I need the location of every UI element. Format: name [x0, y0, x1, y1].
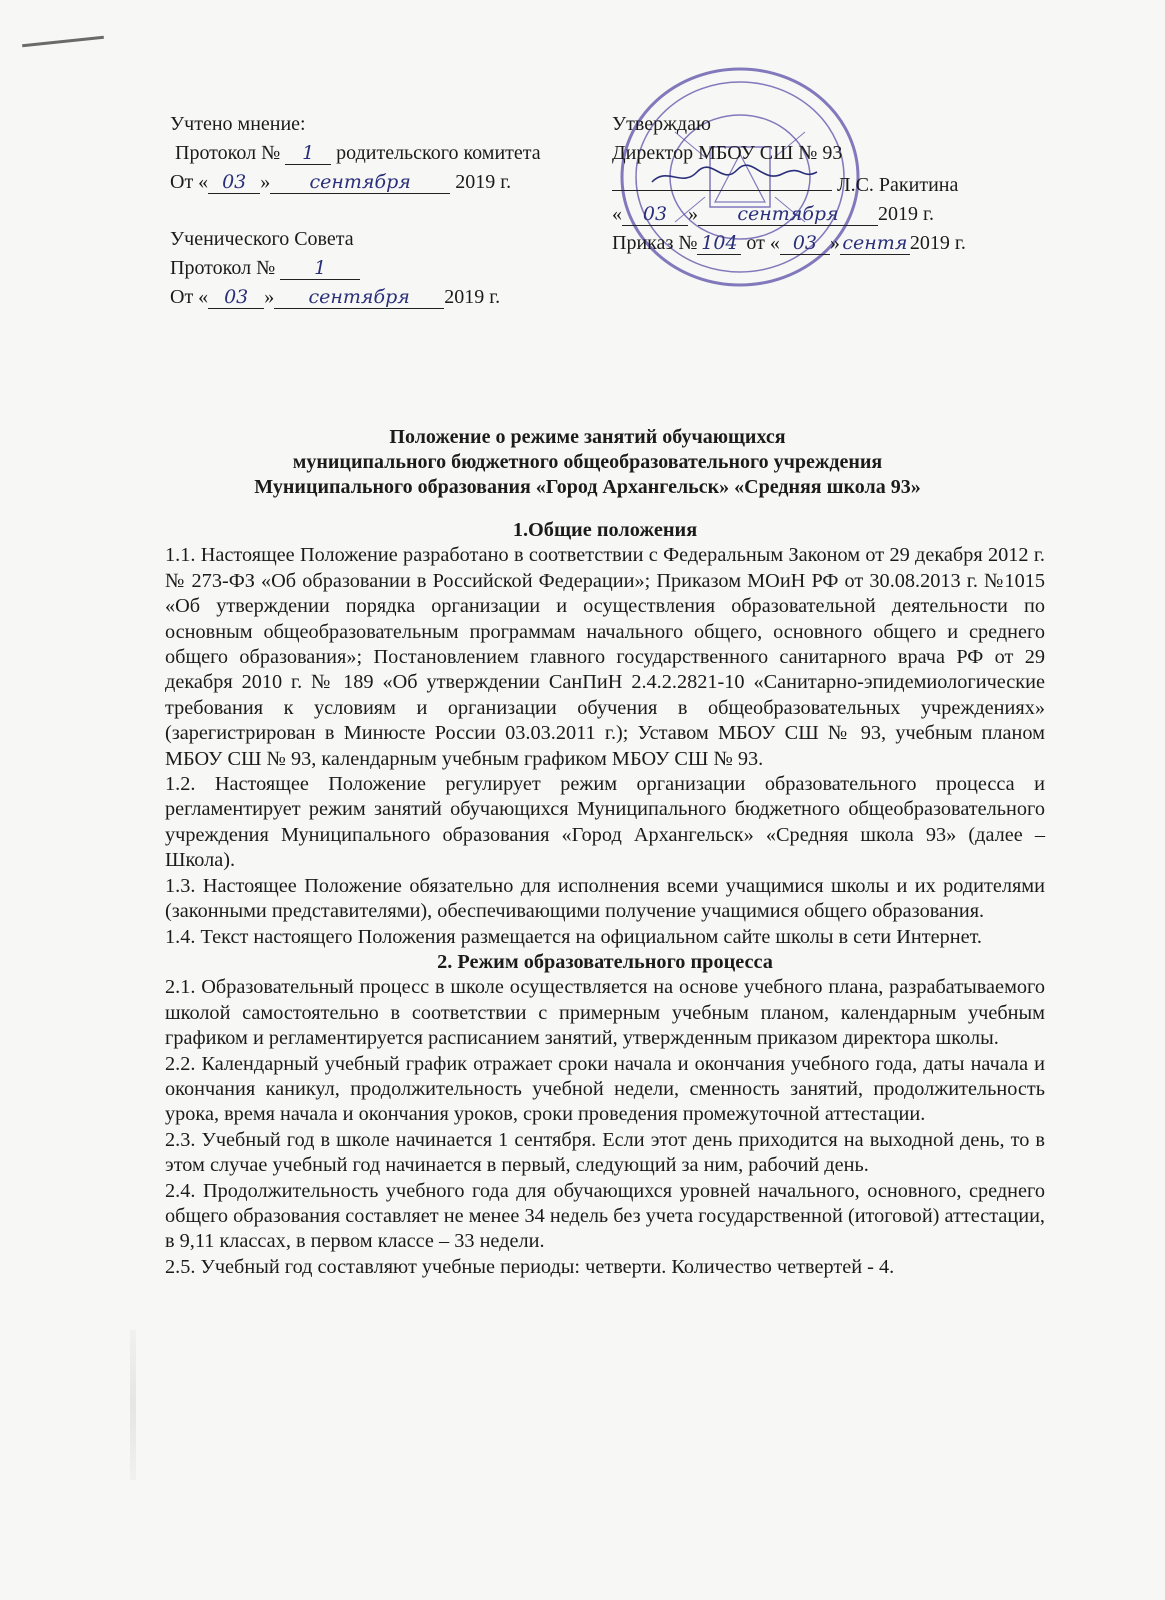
header-label: Учтено мнение: [170, 113, 306, 135]
handwritten-protocol-number: 1 [285, 142, 331, 165]
handwritten-protocol-number: 1 [280, 257, 360, 280]
order-line: Приказ № 104 от « 03 » сентя 2019 г. [612, 232, 966, 254]
document-body [165, 518, 1045, 1280]
handwritten-month: сентя [840, 232, 910, 255]
paragraph-2-3: 2.3. Учебный год в школе начинается 1 сентября. Если этот день приходится на выходной день, то в этом случае учебный год начинается в первый, следующий за ним, рабочий день. [165, 1128, 1045, 1177]
paragraph-1-2: 1.2. Настоящее Положение регулирует режим организации образовательного процесса и регламентирует режим занятий обучающихся Муниципального бюджетного общеобразовательного учреждения Муниципального образования «Город Архангельск» «Средняя школа 93» (далее – Школа). [165, 773, 1045, 872]
scan-mark [22, 36, 104, 48]
handwritten-day: 03 [780, 232, 830, 255]
signature-scribble-icon [612, 164, 832, 188]
paragraph-2-2: 2.2. Календарный учебный график отражает сроки начала и окончания учебного года, даты начала и окончания каникул, продолжительность учебной недели, сменность занятий, продолжительность урока, время начала и окончания уроков, сроки проведения промежуточной аттестации. [165, 1052, 1045, 1126]
approval-director [612, 110, 1012, 258]
section-2-heading: 2. Режим образовательного процесса [437, 950, 773, 973]
title-line-2: муниципального бюджетного общеобразовательного учреждения [292, 451, 883, 473]
section-1-heading: 1.Общие положения [512, 519, 698, 541]
paragraph-1-3: 1.3. Настоящее Положение обязательно для исполнения всеми учащимися школы и их родителями (законными представителями), обеспечивающими получение учащимися общего образования. [165, 874, 1045, 923]
paragraph-2-4: 2.4. Продолжительность учебного года для обучающихся уровней начального, основного, среднего общего образования составляет не менее 34 недель без учета государственной (итоговой) аттестации, в 9,11 классах, в первом классе – 33 недели. [165, 1179, 1045, 1253]
student-council-label: Ученического Совета [170, 228, 354, 250]
signature-line [612, 168, 1012, 200]
title-line-3: Муниципального образования «Город Архангельск» «Средняя школа 93» [254, 476, 921, 498]
handwritten-order-number: 104 [697, 232, 741, 255]
paragraph-1-1: 1.1. Настоящее Положение разработано в соответствии с Федеральным Законом от 29 декабря 2012 г. № 273-ФЗ «Об образовании в Российской Федерации»; Приказом МОиН РФ от 30.08.2013 г. №1015 «Об утверждении порядка организации и осуществления образовательной деятельности по основным общеобразовательным программам начального общего, основного общего и среднего общего образования»; Постановлением главного государственного санитарного врача РФ от 29 декабря 2010 г. № 189 «Об утверждении СанПиН 2.4.2.2821-10 «Санитарно-эпидемиологические требования к условиям и организации обучения в общеобразовательных учреждениях» (зарегистрирован в Минюсте России 03.03.2011 г.); Уставом МБОУ СШ № 93, учебным планом МБОУ СШ № 93, календарным учебным графиком МБОУ СШ № 93. [165, 544, 1045, 770]
approval-parents-council [170, 110, 590, 312]
date-line: « 03 » сентября 2019 г. [612, 203, 934, 225]
protocol-line: Протокол № 1 [170, 254, 590, 283]
director-title: Директор МБОУ СШ № 93 [612, 142, 843, 164]
scan-shadow [130, 1330, 136, 1480]
director-signature [612, 168, 832, 191]
handwritten-day: 03 [622, 203, 688, 226]
document-title [150, 425, 1025, 500]
handwritten-day: 03 [208, 171, 260, 194]
paragraph-2-1: 2.1. Образовательный процесс в школе осуществляется на основе учебного плана, разрабатываемого школой самостоятельно в соответствии с примерным учебным планом, календарным учебным графиком и регламентируется расписанием занятий, утвержденным приказом директора школы. [165, 976, 1045, 1050]
title-line-1: Положение о режиме занятий обучающихся [389, 426, 786, 448]
date-line: От « 03 » сентября 2019 г. [170, 286, 501, 308]
handwritten-month: сентября [698, 203, 878, 226]
protocol-line: Протокол № 1 родительского комитета [175, 142, 541, 164]
approve-label: Утверждаю [612, 113, 711, 135]
date-line: От « 03 » сентября 2019 г. [170, 171, 512, 193]
handwritten-month: сентября [270, 171, 450, 194]
director-name: Л.С. Ракитина [837, 174, 959, 196]
paragraph-2-5: 2.5. Учебный год составляют учебные периоды: четверти. Количество четвертей - 4. [165, 1255, 895, 1278]
paragraph-1-4: 1.4. Текст настоящего Положения размещается на официальном сайте школы в сети Интернет. [165, 925, 982, 948]
handwritten-month: сентября [274, 286, 444, 309]
handwritten-day: 03 [208, 286, 264, 309]
